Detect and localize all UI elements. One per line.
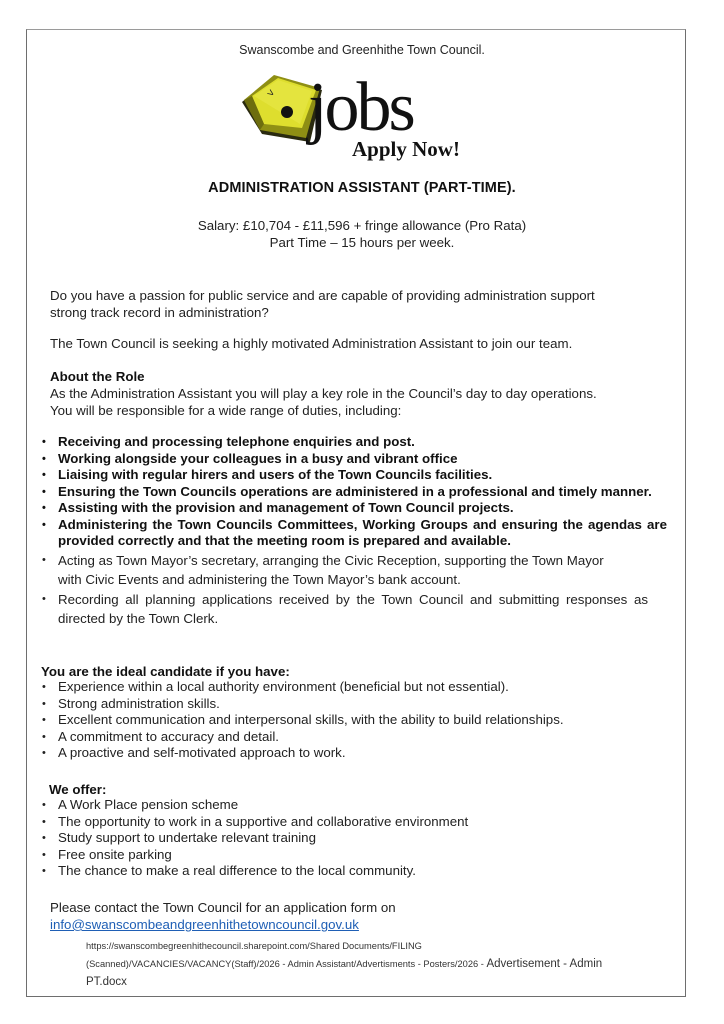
bullet-icon: • [42, 592, 46, 605]
jobs-logo [240, 70, 490, 165]
offer-list [42, 797, 642, 880]
bullet-icon: • [42, 553, 46, 566]
ideal-list [42, 679, 642, 762]
list-item: • A commitment to accuracy and detail. [42, 728, 279, 744]
bullet-icon: • [42, 799, 46, 811]
list-item: • A Work Place pension scheme [42, 797, 239, 812]
jobs-word: jobs [308, 70, 413, 146]
path-line-3: PT.docx [86, 976, 127, 988]
bullet-icon: • [42, 485, 46, 498]
about-line-2: You will be responsible for a wide range of duties, including: [50, 403, 402, 418]
ideal-heading: You are the ideal candidate if you have: [41, 664, 290, 679]
bullet-icon: • [42, 747, 46, 759]
list-item: • Assisting with the provision and management of Town Council projects. [42, 500, 514, 515]
list-item: • Study support to undertake relevant training [42, 830, 316, 845]
list-item: • Liaising with regular hirers and users of the Town Councils facilities. [42, 467, 493, 482]
salary-line: Salary: £10,704 - £11,596 + fringe allowance (Pro Rata) [197, 218, 527, 233]
intro-paragraph [50, 287, 595, 321]
keyboard-key-icon [240, 70, 490, 165]
bullet-icon: • [42, 815, 46, 828]
salary-block [0, 217, 724, 251]
council-name: Swanscombe and Greenhithe Town Council. [239, 43, 485, 57]
offer-heading: We offer: [49, 782, 107, 797]
bullet-icon: • [42, 865, 46, 877]
contact-block [50, 899, 396, 933]
list-item: • Ensuring the Town Councils operations are administered in a professional and timely manner. [42, 483, 652, 499]
bullet-icon: • [42, 714, 46, 726]
list-item: • Recording all planning applications received by the Town Council and submitting responses as directed by the Town Clerk. [42, 591, 648, 626]
about-line-1: As the Administration Assistant you will play a key role in the Council’s day to day operations. [50, 386, 597, 401]
path-line-1: https://swanscombegreenhithecouncil.sharepoint.com/Shared Documents/FILING [86, 941, 422, 951]
bullet-icon: • [42, 730, 46, 743]
list-item: • The opportunity to work in a supportive and collaborative environment [42, 813, 469, 829]
svg-text:>: > [264, 86, 277, 101]
list-item: • Receiving and processing telephone enquiries and post. [42, 434, 415, 449]
about-section [50, 368, 597, 419]
list-item: • Experience within a local authority environment (beneficial but not essential). [42, 679, 509, 694]
list-item: • A proactive and self-motivated approach to work. [42, 745, 346, 760]
intro-line-2: strong track record in administration? [50, 305, 269, 320]
bullet-icon: • [42, 469, 46, 481]
hours-line: Part Time – 15 hours per week. [269, 235, 455, 250]
bullet-icon: • [42, 436, 46, 448]
bullet-icon: • [42, 697, 46, 710]
list-item: • Strong administration skills. [42, 695, 220, 711]
bullet-icon: • [42, 848, 46, 861]
page-title: ADMINISTRATION ASSISTANT (PART-TIME). [208, 180, 516, 196]
path-line-2: (Scanned)/VACANCIES/VACANCY(Staff)/2026 - Admin Assistant/Advertisments - Posters/2026 - Advertisement - Admin [86, 958, 603, 970]
contact-text: Please contact the Town Council for an application form on [50, 900, 396, 915]
bullet-icon: • [42, 452, 46, 465]
bullet-icon: • [42, 832, 46, 844]
seeking-paragraph: The Town Council is seeking a highly motivated Administration Assistant to join our team. [50, 336, 573, 351]
list-item: • Free onsite parking [42, 846, 172, 862]
list-item: • The chance to make a real difference to the local community. [42, 863, 416, 878]
about-heading: About the Role [50, 369, 145, 384]
list-item: • Acting as Town Mayor’s secretary, arranging the Civic Reception, supporting the Town Mayor with Civic Events and administering the Town Mayor’s bank account. [42, 552, 604, 587]
bullet-icon: • [42, 518, 46, 531]
bullet-icon: • [42, 502, 46, 514]
list-item: • Excellent communication and interpersonal skills, with the ability to build relationships. [42, 712, 564, 727]
email-link[interactable]: info@swanscombeandgreenhithetowncouncil.gov.uk [50, 917, 359, 932]
duties-list [42, 434, 667, 628]
bullet-icon: • [42, 681, 46, 693]
intro-line-1: Do you have a passion for public service and are capable of providing administration support [50, 288, 595, 303]
list-item: • Working alongside your colleagues in a busy and vibrant office [42, 450, 458, 466]
file-path-footer [86, 937, 602, 991]
apply-now-tagline: Apply Now! [352, 137, 460, 161]
list-item: • Administering the Town Councils Committees, Working Groups and ensuring the agendas are provided correctly and that the meeting room is prepared and available. [42, 516, 667, 548]
